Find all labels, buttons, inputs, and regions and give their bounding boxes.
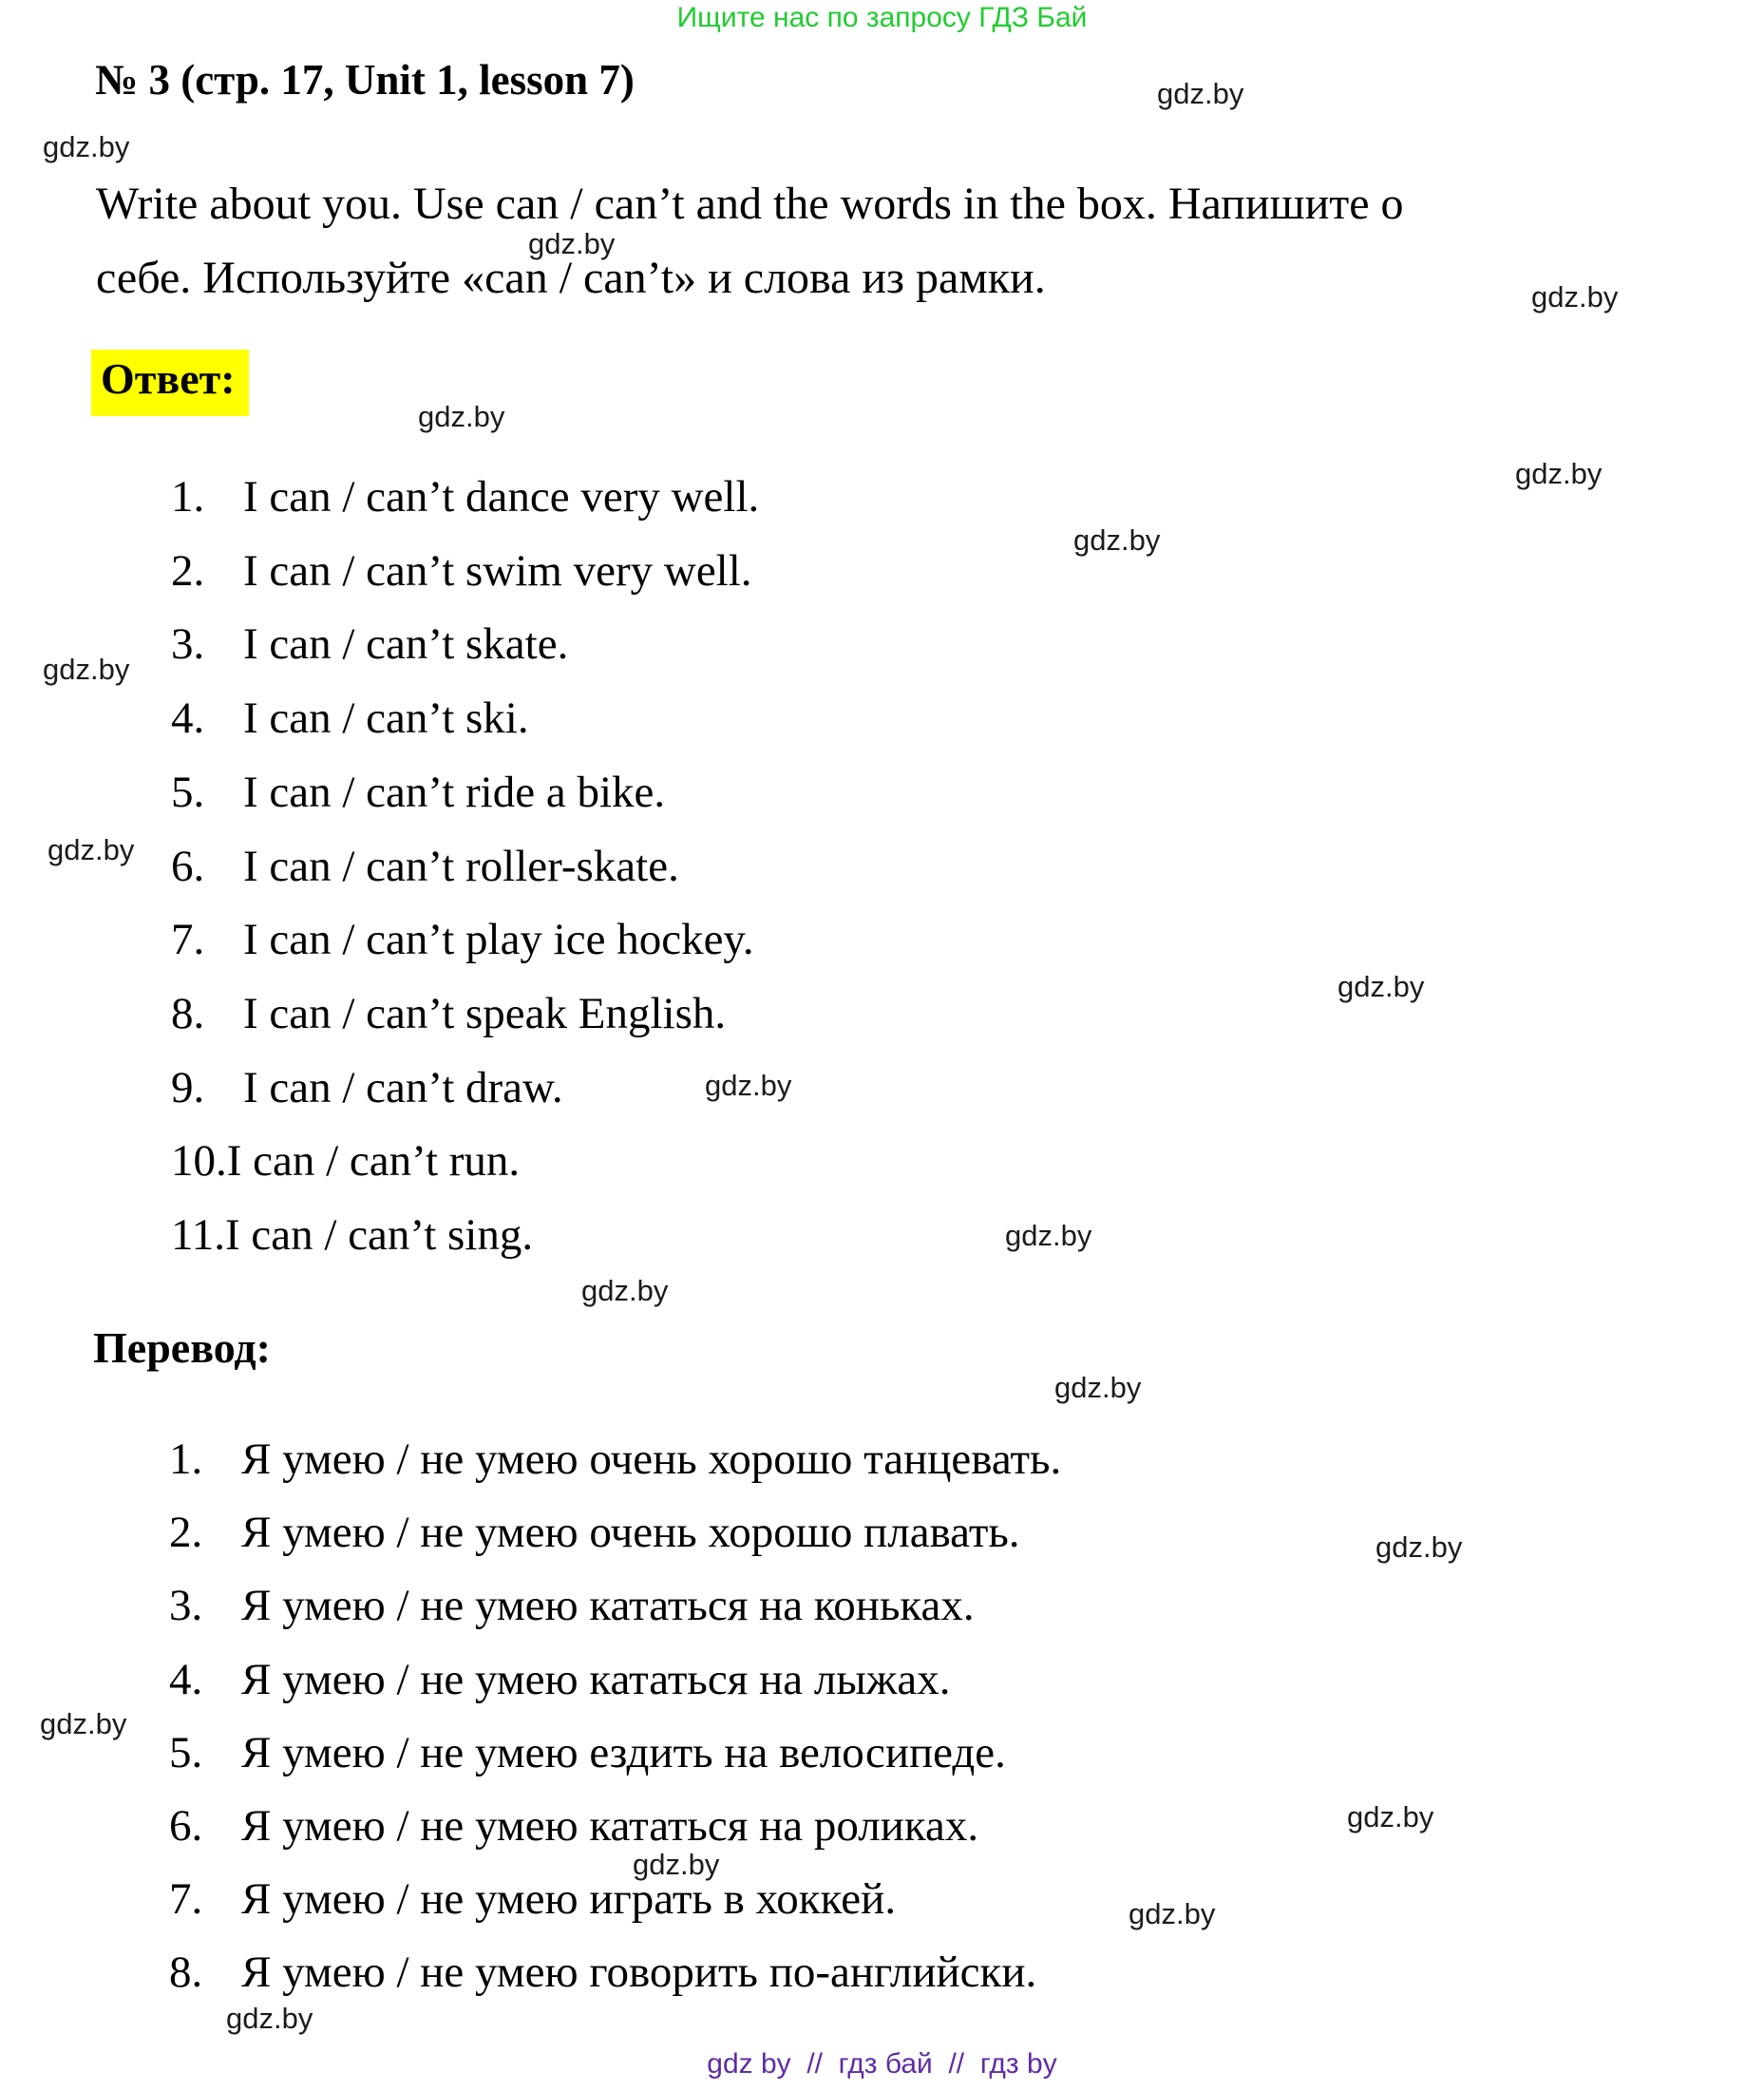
translation-item — [169, 1790, 1061, 1863]
gdz-watermark: gdz.by — [1005, 1219, 1092, 1252]
answer-item-number: 10. — [171, 1136, 227, 1187]
answer-item — [171, 1052, 759, 1126]
footer-site-links: gdz by // гдз бай // гдз by — [707, 2048, 1057, 2080]
answer-item-text: I can / can’t skate. — [243, 619, 569, 670]
gdz-watermark: gdz.by — [1515, 457, 1603, 490]
gdz-watermark: gdz.by — [581, 1274, 669, 1307]
answer-item — [171, 830, 759, 904]
gdz-watermark: gdz.by — [1073, 523, 1161, 557]
translation-item-number: 1. — [169, 1434, 203, 1484]
answer-item — [171, 461, 759, 535]
translation-item-text: Я умею / не умею кататься на коньках. — [241, 1581, 975, 1631]
answer-item — [171, 682, 759, 756]
translation-item-text: Я умею / не умею очень хорошо плавать. — [241, 1508, 1020, 1558]
translation-item-text: Я умею / не умею ездить на велосипеде. — [241, 1727, 1006, 1777]
task-line-2: себе. Используйте «can / can’t» и слова из рамки. — [96, 253, 1046, 303]
answer-item — [171, 978, 759, 1052]
answer-item — [171, 535, 759, 609]
translation-item-number: 2. — [169, 1508, 203, 1558]
translation-item-text: Я умею / не умею кататься на роликах. — [241, 1801, 979, 1852]
gdz-watermark: gdz.by — [633, 1848, 720, 1881]
translations-list — [169, 1423, 1061, 2010]
answer-item-number: 6. — [171, 841, 205, 891]
answer-item-text: I can / can’t draw. — [243, 1062, 563, 1112]
answers-list — [171, 461, 759, 1273]
task-text — [96, 167, 1739, 315]
answer-item-number: 7. — [171, 915, 205, 965]
gdz-watermark: gdz.by — [418, 400, 505, 433]
answer-item — [171, 608, 759, 682]
translation-item — [169, 1569, 1061, 1643]
exercise-title: № 3 (стр. 17, Unit 1, lesson 7) — [95, 56, 635, 104]
translation-item — [169, 1644, 1061, 1717]
gdz-watermark: gdz.by — [528, 227, 616, 260]
answer-item-number: 3. — [171, 619, 205, 670]
promo-banner: Ищите нас по запросу ГДЗ Бай — [676, 2, 1088, 33]
answer-item — [171, 1199, 759, 1273]
translation-item-number: 5. — [169, 1727, 203, 1777]
translation-item-text: Я умею / не умею играть в хоккей. — [241, 1874, 897, 1925]
gdz-watermark: gdz.by — [1375, 1530, 1463, 1564]
answer-item-text: I can / can’t swim very well. — [243, 545, 752, 596]
answer-item-number: 2. — [171, 545, 205, 596]
answer-item — [171, 756, 759, 830]
answer-item-text: I can / can’t dance very well. — [243, 472, 760, 522]
answer-item-text: I can / can’t roller-skate. — [243, 841, 679, 891]
translation-item-text: Я умею / не умею говорить по-английски. — [241, 1948, 1037, 1998]
translation-item-number: 8. — [169, 1948, 203, 1998]
gdz-watermark: gdz.by — [1337, 970, 1425, 1003]
translation-item — [169, 1496, 1061, 1569]
translation-item-number: 3. — [169, 1581, 203, 1631]
gdz-watermark: gdz.by — [705, 1069, 792, 1102]
translation-item-text: Я умею / не умею кататься на лыжах. — [241, 1654, 951, 1704]
gdz-watermark: gdz.by — [1054, 1371, 1142, 1404]
answer-item-number: 1. — [171, 472, 205, 522]
answer-item-number: 5. — [171, 767, 205, 817]
gdz-watermark: gdz.by — [43, 653, 130, 686]
answer-item-text: I can / can’t run. — [226, 1136, 521, 1187]
gdz-watermark: gdz.by — [226, 2002, 313, 2035]
answer-item-number: 4. — [171, 694, 205, 744]
task-line-1: Write about you. Use can / can’t and the words in the box. Напишите о — [96, 179, 1404, 229]
gdz-watermark: gdz.by — [47, 833, 135, 866]
answer-item-number: 11. — [171, 1210, 226, 1261]
translation-section-heading: Перевод: — [93, 1323, 271, 1372]
answer-item — [171, 1125, 759, 1199]
gdz-watermark: gdz.by — [1157, 77, 1244, 110]
translation-item-number: 4. — [169, 1654, 203, 1704]
answer-item-number: 9. — [171, 1062, 205, 1112]
translation-item — [169, 1717, 1061, 1790]
translation-item-number: 7. — [169, 1874, 203, 1925]
gdz-watermark: gdz.by — [43, 130, 130, 163]
answer-item-text: I can / can’t ride a bike. — [243, 767, 666, 817]
translation-item — [169, 1423, 1061, 1496]
answer-item-number: 8. — [171, 988, 205, 1038]
gdz-watermark: gdz.by — [1347, 1800, 1434, 1834]
gdz-watermark: gdz.by — [1129, 1897, 1216, 1930]
gdz-watermark: gdz.by — [1531, 280, 1619, 314]
translation-item-number: 6. — [169, 1801, 203, 1852]
answer-item-text: I can / can’t sing. — [225, 1210, 534, 1261]
gdz-watermark: gdz.by — [40, 1707, 127, 1740]
answer-item-text: I can / can’t play ice hockey. — [243, 915, 754, 965]
answer-item-text: I can / can’t speak English. — [243, 988, 727, 1038]
translation-item-text: Я умею / не умею очень хорошо танцевать. — [241, 1434, 1062, 1484]
answer-item-text: I can / can’t ski. — [243, 694, 529, 744]
translation-item — [169, 1863, 1061, 1936]
answer-section-heading — [91, 350, 249, 416]
translation-item — [169, 1936, 1061, 2009]
answer-label-highlighted: Ответ: — [91, 350, 249, 416]
answer-item — [171, 903, 759, 978]
